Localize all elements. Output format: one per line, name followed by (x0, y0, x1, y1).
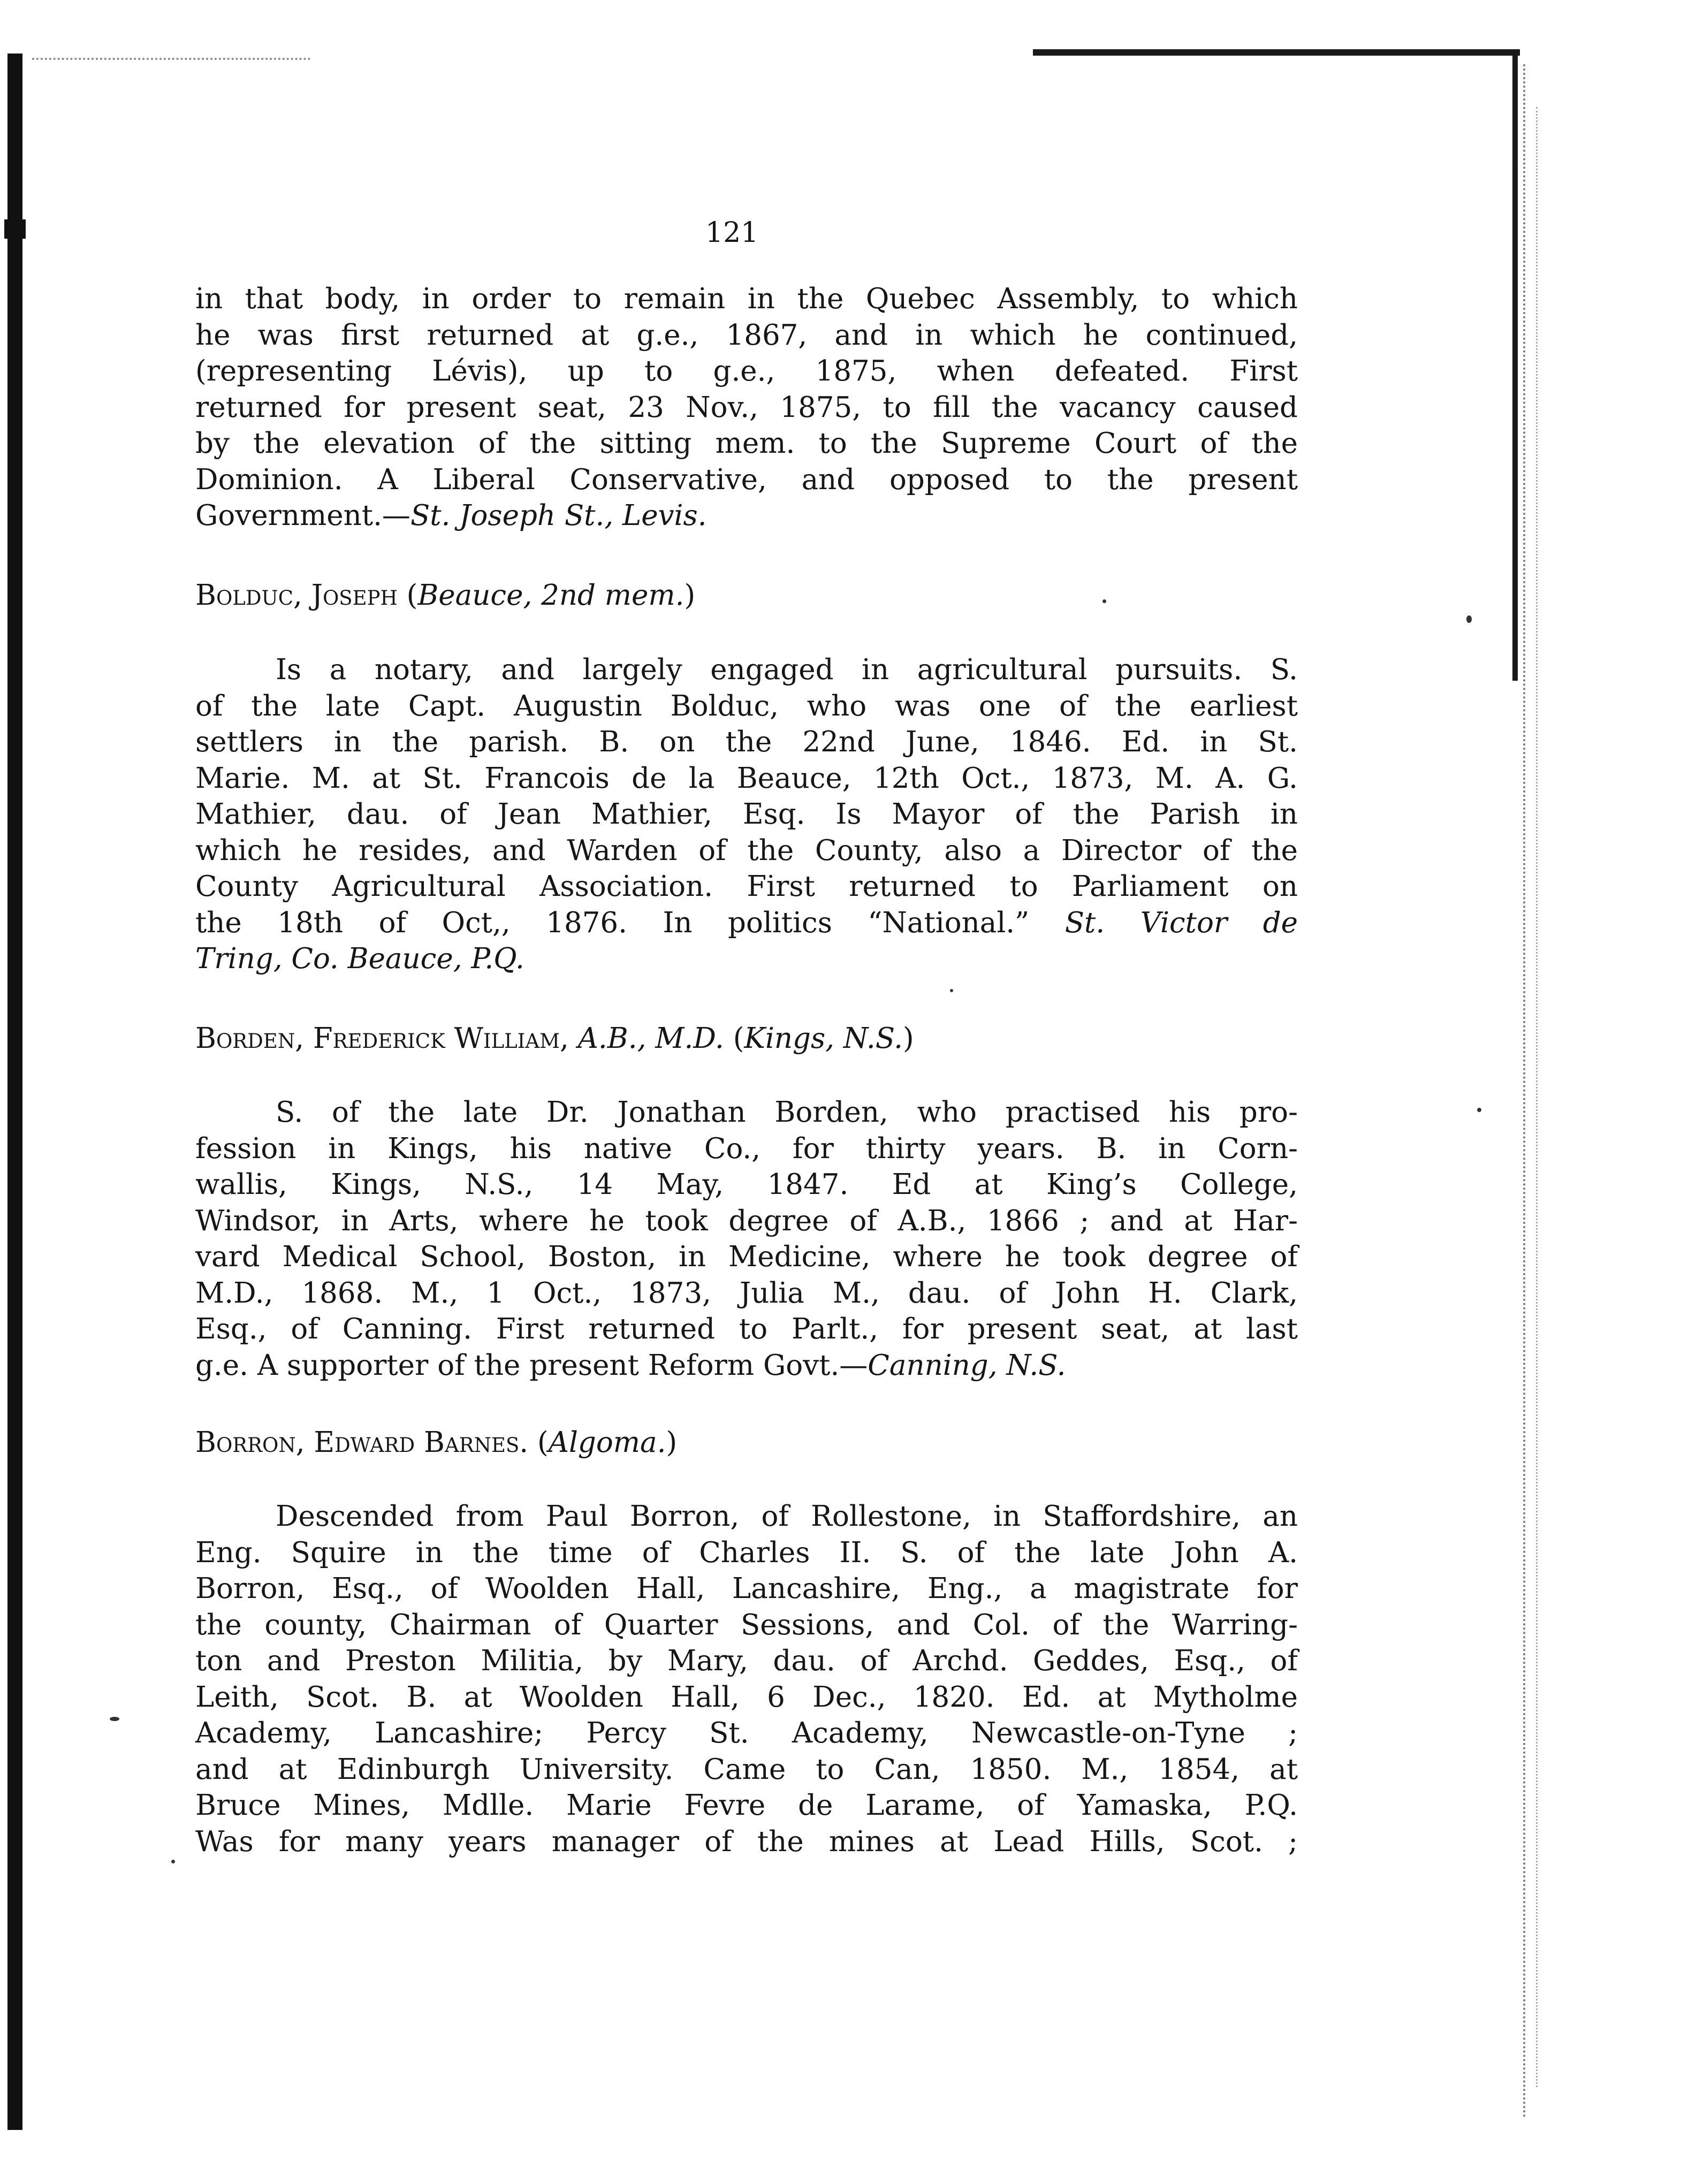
speck (1477, 1108, 1481, 1112)
scan-edge-top-right (1033, 49, 1520, 56)
speck (171, 1860, 175, 1863)
entry-degrees: A.B., M.D. (577, 1022, 724, 1055)
text-line: (representing Lévis), up to g.e., 1875, when defeated. First (195, 355, 1298, 387)
text-line: S. of the late Dr. Jonathan Borden, who practised his pro- (276, 1096, 1298, 1129)
address: Canning, N.S. (868, 1349, 1066, 1382)
text-line: Was for many years manager of the mines at Lead Hills, Scot. ; (195, 1825, 1298, 1858)
entry-heading-borden (195, 1022, 914, 1055)
text-line (195, 905, 1298, 941)
address: St. Joseph St., Levis. (410, 499, 707, 532)
paragraph-continuation (195, 281, 1298, 534)
text-line: County Agricultural Association. First returned to Parliament on (195, 870, 1298, 903)
text-line: he was first returned at g.e., 1867, and in which he continued, (195, 318, 1298, 352)
text-plain: the 18th of Oct,, 1876. In politics “National.” (195, 906, 1030, 939)
text-line (195, 498, 1298, 534)
text-line: by the elevation of the sitting mem. to the Supreme Court of the (195, 427, 1298, 460)
entry-body-bolduc (195, 652, 1298, 977)
text-line: Eng. Squire in the time of Charles II. S. of the late John A. (195, 1536, 1298, 1569)
entry-constituency: Kings, N.S. (744, 1022, 903, 1055)
entry-body-borden (195, 1094, 1298, 1383)
binding-shadow-left (7, 54, 22, 2130)
entry-constituency: Beauce, 2nd mem. (417, 579, 685, 612)
text-line: M.D., 1868. M., 1 Oct., 1873, Julia M., dau. of John H. Clark, (195, 1276, 1298, 1310)
entry-given-name: Edward Barnes. (314, 1426, 529, 1459)
text-line: Academy, Lancashire; Percy St. Academy, Newcastle-on-Tyne ; (195, 1717, 1298, 1749)
comma: , (559, 1022, 578, 1055)
entry-heading-bolduc (195, 579, 695, 612)
scan-noise-right (1523, 64, 1527, 2119)
entry-given-name: Joseph (311, 579, 398, 612)
paren-open: ( (397, 579, 418, 612)
text-line: Leith, Scot. B. at Woolden Hall, 6 Dec., 1820. Ed. at Mytholme (195, 1680, 1298, 1714)
text-line: Mathier, dau. of Jean Mathier, Esq. Is Mayor of the Parish in (195, 798, 1298, 831)
entry-surname: Bolduc (195, 579, 294, 612)
text-line: of the late Capt. Augustin Bolduc, who was one of the earliest (195, 689, 1298, 722)
text-line: settlers in the parish. B. on the 22nd June, 1846. Ed. in St. (195, 726, 1298, 758)
text-line: ton and Preston Militia, by Mary, dau. of Archd. Geddes, Esq., of (195, 1645, 1298, 1677)
paren-open: ( (528, 1426, 549, 1459)
speck (110, 1717, 119, 1721)
scan-edge-top-left (32, 58, 310, 61)
entry-surname: Borron (195, 1426, 296, 1459)
paren-close: ) (666, 1426, 678, 1459)
paren-close: ) (902, 1022, 914, 1055)
paren-open: ( (724, 1022, 744, 1055)
speck (1466, 615, 1472, 623)
comma: , (295, 1426, 314, 1459)
text-line: Descended from Paul Borron, of Rollestone, in Staffordshire, an (276, 1500, 1298, 1533)
entry-surname: Borden (195, 1022, 295, 1055)
text-line: the county, Chairman of Quarter Sessions, and Col. of the Warring- (195, 1608, 1298, 1641)
text-line: Windsor, in Arts, where he took degree of A.B., 1866 ; and at Har- (195, 1204, 1298, 1237)
text-line: wallis, Kings, N.S., 14 May, 1847. Ed at King’s College, (195, 1168, 1298, 1201)
paren-close: ) (684, 579, 696, 612)
comma: , (293, 579, 311, 612)
entry-constituency: Algoma. (548, 1426, 666, 1459)
text-line: vard Medical School, Boston, in Medicine, where he took degree of (195, 1241, 1298, 1273)
text-line: in that body, in order to remain in the Quebec Assembly, to which (195, 283, 1298, 315)
text-line: which he resides, and Warden of the County, also a Director of the (195, 834, 1298, 867)
text-line: returned for present seat, 23 Nov., 1875, to fill the vacancy caused (195, 391, 1298, 424)
text-line (195, 1348, 1298, 1384)
text-line: fession in Kings, his native Co., for thirty years. B. in Corn- (195, 1132, 1298, 1165)
text-line: Borron, Esq., of Woolden Hall, Lancashire, Eng., a magistrate for (195, 1572, 1298, 1605)
address-line: Tring, Co. Beauce, P.Q. (195, 942, 524, 975)
text-plain: g.e. A supporter of the present Reform Govt.— (195, 1349, 868, 1382)
text-plain: Government.— (195, 499, 410, 532)
text-line: Esq., of Canning. First returned to Parlt., for present seat, at last (195, 1313, 1298, 1345)
scan-noise-right-outer (1536, 107, 1539, 2087)
entry-heading-borron (195, 1426, 677, 1459)
scan-edge-right (1512, 49, 1518, 681)
address: St. Victor de (1064, 906, 1298, 939)
text-line: Bruce Mines, Mdlle. Marie Fevre de Larame, of Yamaska, P.Q. (195, 1789, 1298, 1822)
speck (1102, 599, 1106, 603)
speck (950, 989, 953, 992)
binding-mark (4, 219, 26, 239)
text-line: Marie. M. at St. Francois de la Beauce, 12th Oct., 1873, M. A. G. (195, 762, 1298, 795)
text-line: and at Edinburgh University. Came to Can, 1850. M., 1854, at (195, 1753, 1298, 1786)
entry-given-name: Frederick William (313, 1022, 560, 1055)
page-number: 121 (705, 217, 759, 249)
comma: , (295, 1022, 313, 1055)
text-line: Dominion. A Liberal Conservative, and opposed to the present (195, 463, 1298, 496)
entry-body-borron (195, 1498, 1298, 1860)
text-line: Is a notary, and largely engaged in agricultural pursuits. S. (276, 653, 1298, 686)
